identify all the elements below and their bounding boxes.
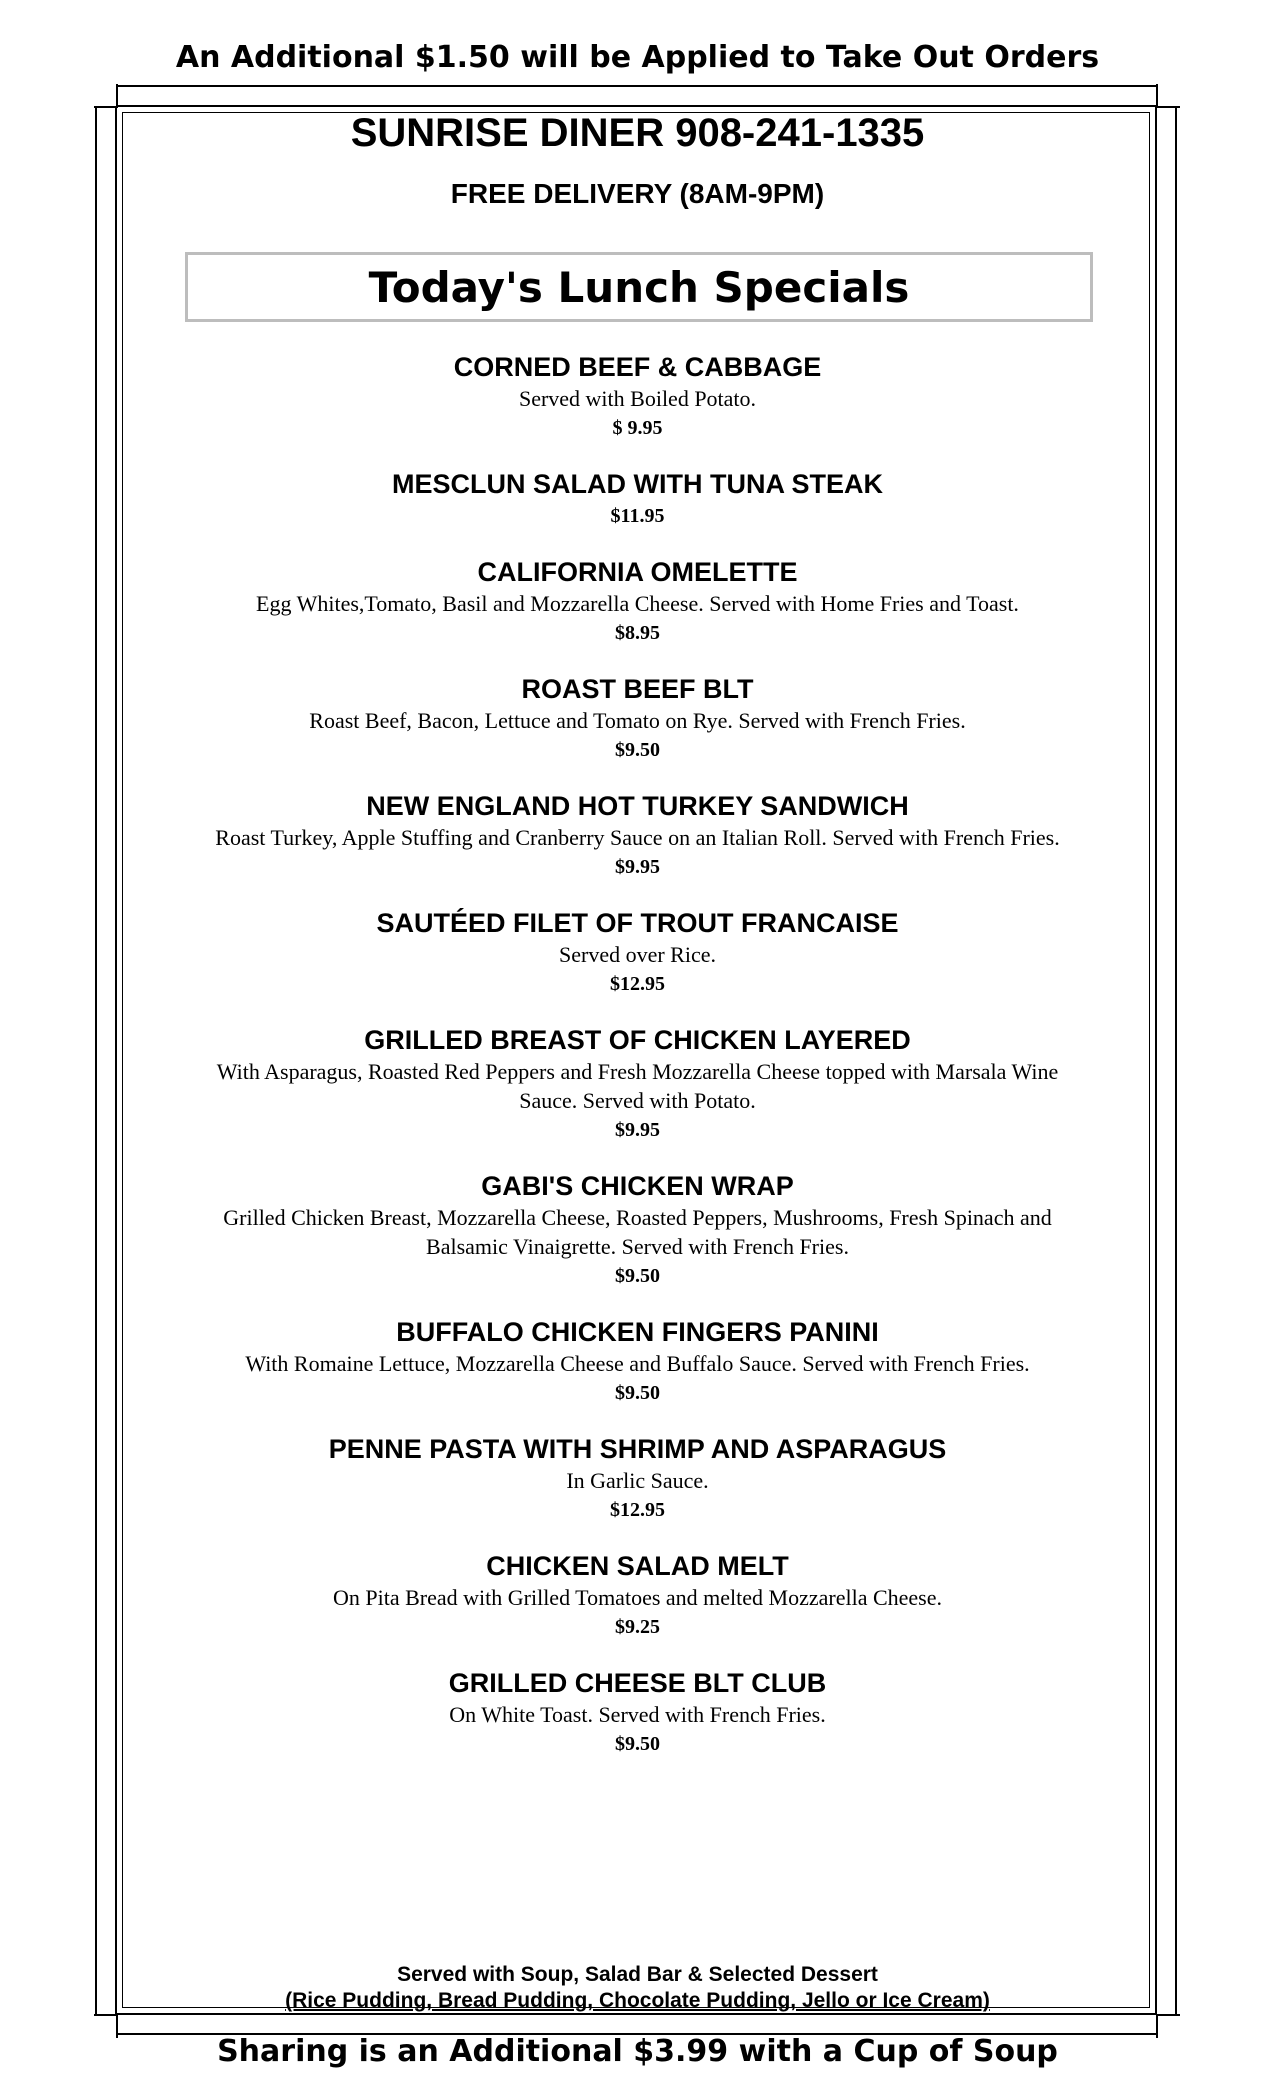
- menu-item-description: Served over Rice.: [559, 942, 716, 967]
- menu-item-description: Roast Beef, Bacon, Lettuce and Tomato on Rye. Served with French Fries.: [309, 708, 966, 733]
- menu-item-description: In Garlic Sauce.: [566, 1468, 709, 1493]
- menu-item-name: CALIFORNIA OMELETTE: [477, 557, 798, 587]
- specials-heading-box: [185, 252, 1093, 322]
- menu-item-name: PENNE PASTA WITH SHRIMP AND ASPARAGUS: [328, 1434, 947, 1464]
- menu-item-price: $9.50: [615, 1733, 660, 1755]
- menu-item-price: $9.50: [615, 739, 660, 761]
- frame-corner-top-right: [1156, 84, 1180, 108]
- menu-item: [190, 672, 1085, 765]
- menu-item: [190, 1023, 1085, 1145]
- menu-item-description: Served with Boiled Potato.: [518, 386, 757, 411]
- menu-item-price: $11.95: [610, 505, 665, 527]
- menu-item-price: $12.95: [610, 973, 665, 995]
- menu-item-name: ROAST BEEF BLT: [521, 674, 754, 704]
- menu-item-price: $9.50: [615, 1382, 660, 1404]
- menu-item-description: Grilled Chicken Breast, Mozzarella Cheese, Roasted Peppers, Mushrooms, Fresh Spinach and Balsamic Vinaigrette. Served with French Fries.: [223, 1205, 1052, 1259]
- menu-item-description: On White Toast. Served with French Fries.: [449, 1702, 826, 1727]
- menu-item: [190, 555, 1085, 648]
- menu-item: [190, 789, 1085, 882]
- menu-item-name: GABI'S CHICKEN WRAP: [481, 1171, 794, 1201]
- menu-item-price: $ 9.95: [612, 417, 663, 439]
- menu-item: [190, 1666, 1085, 1759]
- menu-item-description: On Pita Bread with Grilled Tomatoes and melted Mozzarella Cheese.: [333, 1585, 942, 1610]
- menu-item: [190, 1169, 1085, 1291]
- menu-item-name: CHICKEN SALAD MELT: [486, 1551, 789, 1581]
- menu-item-name: NEW ENGLAND HOT TURKEY SANDWICH: [366, 791, 909, 821]
- menu-item-description: With Asparagus, Roasted Red Peppers and Fresh Mozzarella Cheese topped with Marsala Wine Sauce. Served with Potato.: [216, 1059, 1059, 1113]
- menu-items-list: [190, 350, 1085, 1759]
- menu-item-name: MESCLUN SALAD WITH TUNA STEAK: [392, 469, 883, 499]
- menu-item-price: $9.95: [615, 856, 660, 878]
- menu-item: [190, 1549, 1085, 1642]
- menu-item: [190, 467, 1085, 531]
- served-with-note: Served with Soup, Salad Bar & Selected Dessert: [397, 1963, 878, 1986]
- menu-item: [190, 1315, 1085, 1408]
- menu-item-name: GRILLED CHEESE BLT CLUB: [448, 1668, 827, 1698]
- menu-item: [190, 1432, 1085, 1525]
- frame-corner-top-left: [94, 84, 118, 108]
- menu-item-name: GRILLED BREAST OF CHICKEN LAYERED: [364, 1025, 911, 1055]
- menu-item-description: Egg Whites,Tomato, Basil and Mozzarella Cheese. Served with Home Fries and Toast.: [256, 591, 1019, 616]
- menu-item-name: SAUTÉED FILET OF TROUT FRANCAISE: [376, 908, 899, 938]
- menu-item-description: Roast Turkey, Apple Stuffing and Cranberry Sauce on an Italian Roll. Served with French Fries.: [215, 825, 1060, 850]
- menu-item-price: $9.50: [615, 1265, 660, 1287]
- menu-item-name: BUFFALO CHICKEN FINGERS PANINI: [396, 1317, 879, 1347]
- dessert-options-note: (Rice Pudding, Bread Pudding, Chocolate Pudding, Jello or Ice Cream): [285, 1989, 990, 2012]
- sharing-notice: Sharing is an Additional $3.99 with a Cup of Soup: [217, 2034, 1058, 2069]
- menu-item-price: $9.25: [615, 1616, 660, 1638]
- specials-heading: Today's Lunch Specials: [368, 262, 910, 312]
- menu-item-description: With Romaine Lettuce, Mozzarella Cheese and Buffalo Sauce. Served with French Fries.: [245, 1351, 1030, 1376]
- menu-item-price: $9.95: [615, 1119, 660, 1141]
- menu-item: [190, 906, 1085, 999]
- delivery-hours: FREE DELIVERY (8AM-9PM): [450, 178, 825, 209]
- menu-item-price: $12.95: [610, 1499, 665, 1521]
- diner-name-phone: SUNRISE DINER 908-241-1335: [350, 111, 925, 155]
- menu-item-name: CORNED BEEF & CABBAGE: [453, 352, 822, 382]
- menu-item: [190, 350, 1085, 443]
- menu-item-price: $8.95: [615, 622, 660, 644]
- takeout-notice: An Additional $1.50 will be Applied to Take Out Orders: [175, 40, 1100, 75]
